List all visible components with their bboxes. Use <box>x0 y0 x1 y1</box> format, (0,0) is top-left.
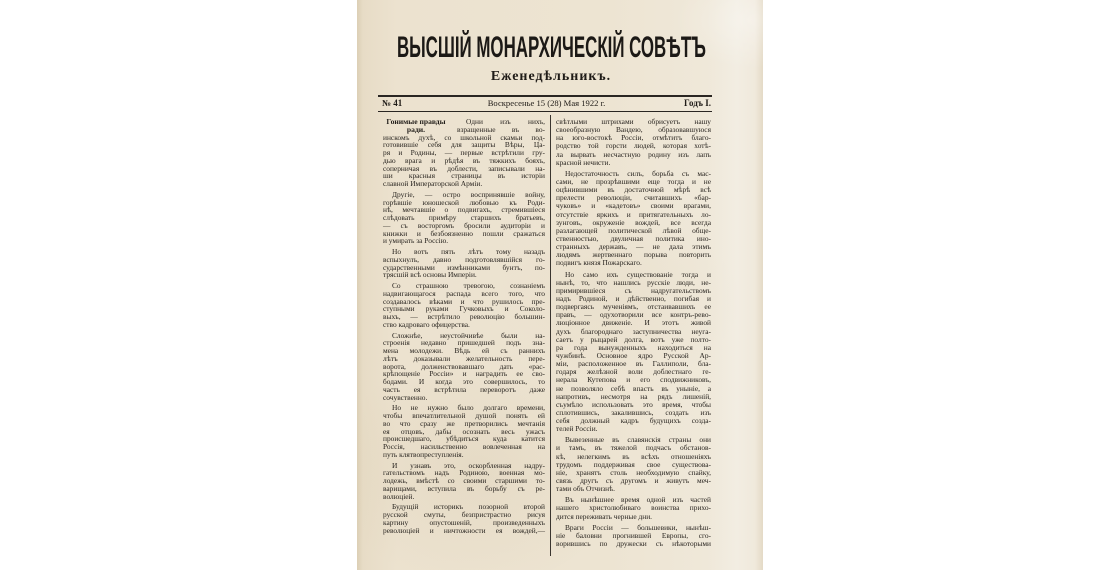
text-line: дится переживать черные дни. <box>556 511 653 521</box>
text-line: Другіе, — остро воспринявшіе войну, <box>392 189 545 199</box>
text-line: прелести революціи, считавшихъ «бар- <box>556 193 711 203</box>
text-line: Но вотъ пять лѣтъ тому назадъ <box>392 247 545 256</box>
text-line: духъ благороднаго заступничества неуга- <box>556 326 711 336</box>
paragraph <box>383 282 545 329</box>
paragraph <box>383 503 545 534</box>
text-line: связь другъ съ другомъ и живутъ меч- <box>556 476 711 486</box>
text-line: ступными руками Гучковыхъ и Соколо- <box>383 304 545 314</box>
paragraph <box>556 170 711 268</box>
text-line: правъ, — одухотворили все контръ-рево- <box>556 310 711 320</box>
text-line: разлагающей политической лѣвой обще- <box>556 225 711 235</box>
text-line: нерала Кутепова и его сподвижниковъ, <box>556 375 711 385</box>
text-line: Враги Россіи — большевики, нынѣш- <box>565 522 711 532</box>
header-rule-bottom <box>378 111 712 112</box>
text-line: бодами. И когда это совершилось, то <box>383 377 545 386</box>
text-line: инскомъ духѣ, со школьной скамьи под- <box>383 132 545 142</box>
column-divider <box>550 115 551 556</box>
text-line: дью врага и рѣдѣя въ тяжкихъ бояхъ, <box>383 155 545 165</box>
text-line: родство той горсти людей, которая хотѣ- <box>556 141 711 151</box>
text-line: надвигающагося распада всего того, что <box>383 288 545 298</box>
text-line: книжки и безбоязненно пошли сражаться <box>383 228 545 238</box>
text-line: соперничая въ доблести, записывали на- <box>383 163 545 173</box>
text-line: на юго-востокѣ Россіи, отмѣтитъ благо- <box>556 133 711 143</box>
text-line: себя должный кадръ будущихъ созда- <box>556 416 711 426</box>
text-line: И узнавъ это, оскорбленная надру- <box>392 460 545 470</box>
left-column <box>383 118 545 534</box>
text-line: картину опустошеній, произведенныхъ <box>383 517 545 527</box>
text-line: чужбинѣ. Основное ядро Русской Ар- <box>556 350 711 360</box>
text-line: своеобразную Вандею, образовавшуюся <box>556 125 711 135</box>
paragraph <box>556 524 711 548</box>
text-line: ворота, долженствовавшаго дать «рас- <box>383 361 545 371</box>
newspaper-page <box>357 0 763 570</box>
text-line: Въ нынѣшнее время одной изъ частей <box>565 495 711 505</box>
text-line: люціонное движеніе. И этотъ живой <box>556 318 711 328</box>
text-line: трясшій всѣ основы Имперіи. <box>383 270 477 280</box>
text-line: ственностью, двуличная политика ино- <box>556 233 711 243</box>
text-line: сударственными измѣнниками бунтъ, по- <box>383 262 545 272</box>
heading-line: ради. <box>406 124 426 134</box>
text-line: революціей и ничтожности ея вождей,— <box>383 525 545 535</box>
text-line: людямъ жертвеннаго порыва повторить <box>556 250 711 260</box>
left-column-body <box>383 134 545 535</box>
text-line: Будущій историкъ позорной второй <box>392 502 545 512</box>
text-line: выхъ, — встрѣтило революцію большин- <box>383 312 545 321</box>
text-line: подвергаясь мученіямъ, отстаивавшихъ ее <box>556 302 711 312</box>
right-column <box>556 118 711 548</box>
text-line: взращенные въ во- <box>457 124 545 134</box>
article-lead <box>383 118 545 134</box>
text-line: ворившись по дружески съ нѣкоторыми <box>556 539 711 549</box>
paragraph <box>383 248 545 279</box>
text-line: русской смуты, безпристрастно рисуя <box>383 510 545 519</box>
text-line: свѣтлыми штрихами обрисуетъ нашу <box>556 117 711 126</box>
text-line: трудомъ поддерживая свое существова- <box>556 459 711 469</box>
text-line: сплотившись, закалившись, создать изъ <box>556 407 711 417</box>
text-line: ство кадроваго офицерства. <box>383 319 470 329</box>
heading-line: Гонимые правды <box>386 117 446 126</box>
issue-number: № 41 <box>382 97 403 108</box>
paragraph <box>383 134 545 188</box>
text-line: телей Россіи. <box>556 424 598 434</box>
text-line: готовившіе себя для защиты Вѣры, Ца- <box>383 140 545 150</box>
text-line: Одни изъ нихъ, <box>466 117 545 126</box>
issue-date: Воскресенье 15 (28) Мая 1922 г. <box>487 97 606 108</box>
issue-info-row <box>382 99 711 109</box>
header-rule-top <box>378 95 712 97</box>
text-line: тами объ Отчизнѣ. <box>556 484 615 494</box>
text-line: варищами, вступила въ борьбу съ ре- <box>383 483 545 493</box>
text-line: Россія, насильственно вовлеченная на <box>383 442 545 451</box>
paragraph <box>556 496 711 520</box>
text-line: напротивъ, несмотря на рядъ лишеній, <box>556 391 711 401</box>
lead-text <box>457 118 545 134</box>
text-line: красной нечисти. <box>556 157 611 167</box>
text-line: ря и Родины, — первые встрѣтили гру- <box>383 148 545 157</box>
text-line: чтобы впечатлительной душой понять ей <box>383 411 545 420</box>
text-line: Сложнѣе, неустойчивѣе были на- <box>392 330 545 340</box>
text-line: во что сразу же претворились мечтанія <box>383 418 545 428</box>
paragraph <box>383 462 545 501</box>
text-line: Но само ихъ существованіе тогда и <box>565 269 711 279</box>
text-line: нѣ, мечтавшіе о подвигахъ, стремившіеся <box>383 205 545 215</box>
paragraph <box>556 436 711 493</box>
paragraph <box>556 118 711 167</box>
text-line: нынѣ, то, что нашлись русскіе люди, не- <box>556 277 711 287</box>
text-line: міи, расположенное въ Галлиполи, бла- <box>556 359 711 369</box>
text-line: гательствомъ надъ Родиною, военная мо- <box>383 468 545 478</box>
text-line: путь клятвопреступленія. <box>383 449 464 459</box>
text-line: сочувственно. <box>383 392 428 402</box>
text-line: нашего христолюбиваго воинства прихо- <box>556 503 711 513</box>
text-line: оцѣнившими въ достаточной мѣрѣ всѣ <box>556 185 711 195</box>
text-line: чуковъ» и «кадетовъ» своими врагами, <box>556 201 711 211</box>
text-line: лодежь, вмѣстѣ со своими старшими то- <box>383 476 545 485</box>
masthead-subtitle: Еженедѣльникъ. <box>490 69 612 84</box>
text-line: горѣвшіе юношеской любовью къ Роди- <box>383 197 545 207</box>
text-line: не позволяло себѣ впасть въ уныніе, а <box>556 383 711 393</box>
paragraph <box>383 191 545 245</box>
article-heading <box>383 118 449 134</box>
text-line: славной Императорской Арміи. <box>383 179 483 188</box>
text-line: ра года вынужденныхъ находиться на <box>556 342 711 352</box>
text-line: лѣтъ доказывали желательность пере- <box>383 353 545 363</box>
right-column-body <box>556 118 711 548</box>
text-line: надъ Родиной, и дѣйственно, погибая и <box>556 293 711 303</box>
text-line: ла вырвать несчастную родину изъ лапъ <box>556 149 711 159</box>
masthead <box>381 33 721 63</box>
text-line: Но не нужно было долгаго времени, <box>392 403 545 413</box>
text-line: ніе баловни прогнившей Европы, сго- <box>556 530 711 540</box>
text-line: и умирать за Россію. <box>383 236 449 246</box>
text-line: крѣпощеніе Россіи» и наградить ее сво- <box>383 369 545 379</box>
text-line: создавалось вѣками и что рушилось пре- <box>383 296 545 306</box>
text-line: строенія недавно пришедшей подъ зна- <box>383 338 545 348</box>
text-line: происшедшаго, убѣдиться куда катится <box>383 434 545 444</box>
text-line: саетъ у рыцарей долга, вотъ уже полто- <box>556 334 711 344</box>
text-line: Вывезенные въ славянскія страны они <box>565 435 711 445</box>
text-line: Со страшною тревогою, сознаніемъ <box>392 281 545 290</box>
text-line: волюціей. <box>383 491 415 501</box>
text-line: мена молодежи. Вѣдь ей съ раннихъ <box>383 346 545 355</box>
masthead-title: ВЫСШІЙ МОНАРХИЧЕСКІЙ СОВѢТЪ <box>396 31 706 64</box>
text-line: годаря желѣзной воли доблестнаго ге- <box>556 367 711 377</box>
text-line: слѣдовать примѣру старшихъ братьевъ, <box>383 213 545 222</box>
text-line: и тамъ, въ тяжелой подчасъ обстанов- <box>556 443 711 453</box>
text-line: странныхъ державъ, — не дала этимъ <box>556 242 711 252</box>
paragraph <box>556 271 711 434</box>
text-line: ея отцовъ, дабы осознать весь ужасъ <box>383 426 545 436</box>
text-line: сами, не прозрѣвшими еще тогда и не <box>556 176 711 186</box>
text-line: часть ея встрѣтила переворотъ даже <box>383 384 545 394</box>
text-line: Недостаточность силъ, борьба съ мас- <box>565 168 711 178</box>
text-line: ши красныя страницы въ исторіи <box>383 171 545 181</box>
text-line: примирившіеся съ надругательствомъ <box>556 285 711 295</box>
paragraph <box>383 332 545 402</box>
paragraph <box>383 404 545 458</box>
text-line: зунговъ, окруженіе вождей, все всегда <box>556 217 711 227</box>
text-line: ніе, хранятъ столь необходимую спайку, <box>556 467 711 477</box>
text-line: отсутствіе яркихъ и притягательныхъ ло- <box>556 209 711 219</box>
text-line: — съ восторгомъ бросили аудиторіи и <box>383 220 545 230</box>
text-line: вспыхнулъ, давно подготовлявшійся го- <box>383 254 545 264</box>
issue-year: Годъ I. <box>684 97 711 108</box>
text-line: съумѣло использовать это время, чтобы <box>556 399 711 409</box>
text-line: подвигъ князя Пожарскаго. <box>556 258 642 268</box>
text-line: кѣ, нелегкимъ въ всѣхъ отношеніяхъ <box>556 451 711 461</box>
